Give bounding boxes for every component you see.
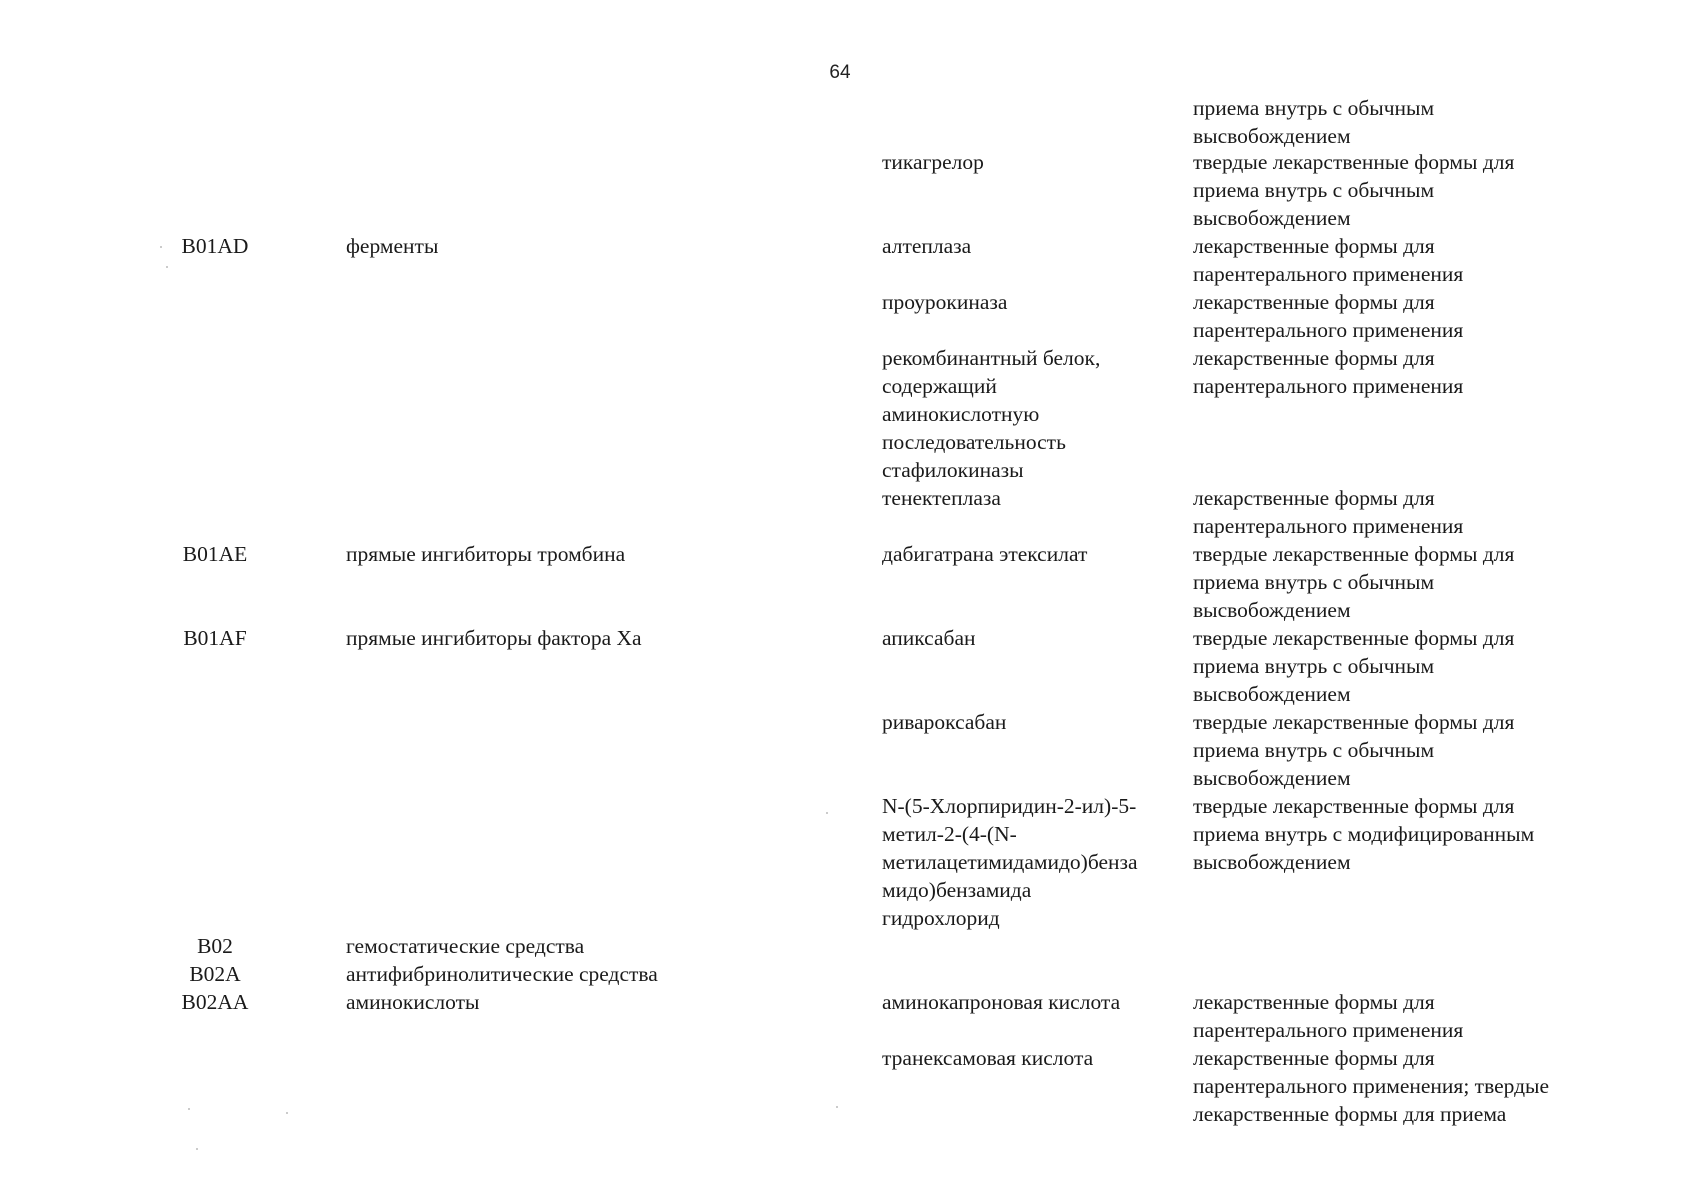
atc-code-cell: B02	[197, 934, 233, 958]
drug-name-cell: аминокапроновая кислота	[882, 990, 1121, 1014]
atc-code-cell: B01AE	[182, 542, 248, 566]
dosage-form-cell: твердые лекарственные формы для приема внутрь с обычным высвобождением	[1193, 626, 1515, 706]
dosage-form-cell: твердые лекарственные формы для приема внутрь с модифицированным высвобождением	[1193, 794, 1535, 874]
dosage-form-cell: лекарственные формы для парентерального применения	[1193, 990, 1464, 1042]
atc-code-cell: B02A	[189, 962, 241, 986]
scan-speck	[160, 246, 162, 248]
drug-name-cell: ривароксабан	[882, 710, 1007, 734]
drug-name-cell: апиксабан	[882, 626, 976, 650]
dosage-form-cell: лекарственные формы для парентерального применения; твердые лекарственные формы для приема	[1193, 1046, 1550, 1126]
drug-name-cell: проурокиназа	[882, 290, 1008, 314]
atc-code-cell: B01AD	[181, 234, 249, 258]
dosage-form-cell: лекарственные формы для парентерального применения	[1193, 290, 1464, 342]
group-name-cell: гемостатические средства	[346, 934, 585, 958]
scan-speck	[836, 1106, 838, 1108]
group-name-cell: прямые ингибиторы фактора Xa	[346, 626, 642, 650]
group-name-cell: антифибринолитические средства	[346, 962, 658, 986]
group-name-cell: прямые ингибиторы тромбина	[346, 542, 626, 566]
dosage-form-cell: твердые лекарственные формы для приема внутрь с обычным высвобождением	[1193, 542, 1515, 622]
drug-name-cell: тенектеплаза	[882, 486, 1001, 510]
scan-speck	[188, 1108, 190, 1110]
page-number: 64	[829, 62, 851, 83]
scan-speck	[196, 1148, 198, 1150]
dosage-form-cell: твердые лекарственные формы для приема внутрь с обычным высвобождением	[1193, 150, 1515, 230]
dosage-form-cell: лекарственные формы для парентерального применения	[1193, 234, 1464, 286]
drug-name-cell: N-(5-Хлорпиридин-2-ил)-5- метил-2-(4-(N- метилацетимидамидо)бенза мидо)бензамида гидрохлорид	[882, 794, 1138, 930]
dosage-form-cell: приема внутрь с обычным высвобождением	[1193, 96, 1435, 148]
dosage-form-cell: лекарственные формы для парентерального применения	[1193, 346, 1464, 398]
scan-speck	[166, 266, 168, 268]
drug-name-cell: тикагрелор	[882, 150, 984, 174]
dosage-form-cell: твердые лекарственные формы для приема внутрь с обычным высвобождением	[1193, 710, 1515, 790]
scan-speck	[286, 1112, 288, 1114]
atc-code-cell: B01AF	[183, 626, 247, 650]
drug-name-cell: алтеплаза	[882, 234, 972, 258]
dosage-form-cell: лекарственные формы для парентерального применения	[1193, 486, 1464, 538]
group-name-cell: ферменты	[346, 234, 439, 258]
atc-code-cell: B02AA	[181, 990, 249, 1014]
drug-name-cell: дабигатрана этексилат	[882, 542, 1088, 566]
scan-speck	[826, 812, 828, 814]
group-name-cell: аминокислоты	[346, 990, 480, 1014]
drug-name-cell: транексамовая кислота	[882, 1046, 1094, 1070]
drug-name-cell: рекомбинантный белок, содержащий аминокислотную последовательность стафилокиназы	[882, 346, 1101, 482]
